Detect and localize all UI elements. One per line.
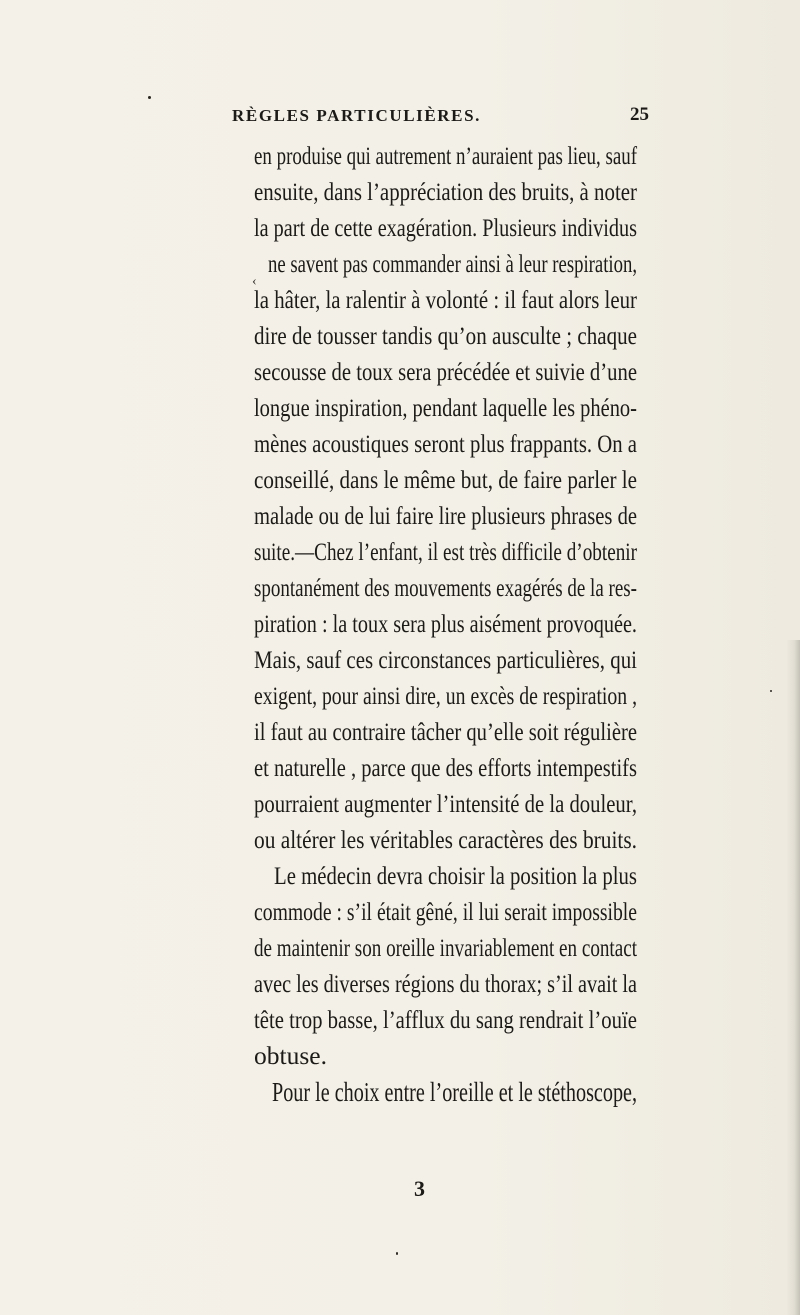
text-line: en produise qui autrement n’auraient pas lieu, sauf <box>254 141 638 170</box>
text-line: dire de tousser tandis qu’on ausculte ; chaque <box>254 321 637 350</box>
text-line: la hâter, la ralentir à volonté : il faut alors leur <box>254 285 637 314</box>
text-line: il faut au contraire tâcher qu’elle soit régulière <box>254 717 637 746</box>
text-line: malade ou de lui faire lire plusieurs phrases de <box>254 501 638 530</box>
page-number: 25 <box>630 104 649 125</box>
text-line: pourraient augmenter l’intensité de la douleur, <box>254 789 638 818</box>
text-line: secousse de toux sera précédée et suivie d’une <box>254 357 638 386</box>
page-header <box>0 106 800 136</box>
speck <box>396 1252 398 1255</box>
text-line: ne savent pas commander ainsi à leur respiration, <box>268 249 638 278</box>
text-line: commode : s’il était gêné, il lui serait impossible <box>254 897 638 926</box>
text-line: et naturelle , parce que des efforts intempestifs <box>254 753 637 782</box>
text-line: spontanément des mouvements exagérés de la res- <box>254 573 637 602</box>
text-line: obtuse. <box>254 1041 327 1070</box>
page-edge-shadow <box>786 640 800 1315</box>
signature-mark: 3 <box>414 1176 425 1201</box>
text-line: mènes acoustiques seront plus frappants. On a <box>254 429 638 458</box>
margin-mark: ‹ <box>252 274 257 289</box>
text-line: piration : la toux sera plus aisément provoquée. <box>254 609 637 638</box>
text-line: ou altérer les véritables caractères des bruits. <box>254 825 638 854</box>
speck <box>770 690 772 692</box>
running-title: RÈGLES PARTICULIÈRES. <box>232 106 482 125</box>
text-line: Pour le choix entre l’oreille et le stéthoscope, <box>272 1077 638 1107</box>
text-line: Le médecin devra choisir la position la plus <box>274 861 638 890</box>
text-line: ensuite, dans l’appréciation des bruits, à noter <box>254 177 638 206</box>
text-line: conseillé, dans le même but, de faire parler le <box>254 465 637 494</box>
text-line: tête trop basse, l’afflux du sang rendrait l’ouïe <box>254 1005 637 1034</box>
text-line: Mais, sauf ces circonstances particulières, qui <box>254 645 638 674</box>
text-line: suite.—Chez l’enfant, il est très difficile d’obtenir <box>254 537 638 566</box>
speck <box>148 96 151 99</box>
text-line: longue inspiration, pendant laquelle les phéno- <box>254 393 637 422</box>
text-line: de maintenir son oreille invariablement en contact <box>254 933 638 962</box>
text-line: exigent, pour ainsi dire, un excès de respiration , <box>254 681 638 710</box>
text-line: la part de cette exagération. Plusieurs individus <box>254 213 637 242</box>
text-line: avec les diverses régions du thorax; s’il avait la <box>254 969 638 998</box>
